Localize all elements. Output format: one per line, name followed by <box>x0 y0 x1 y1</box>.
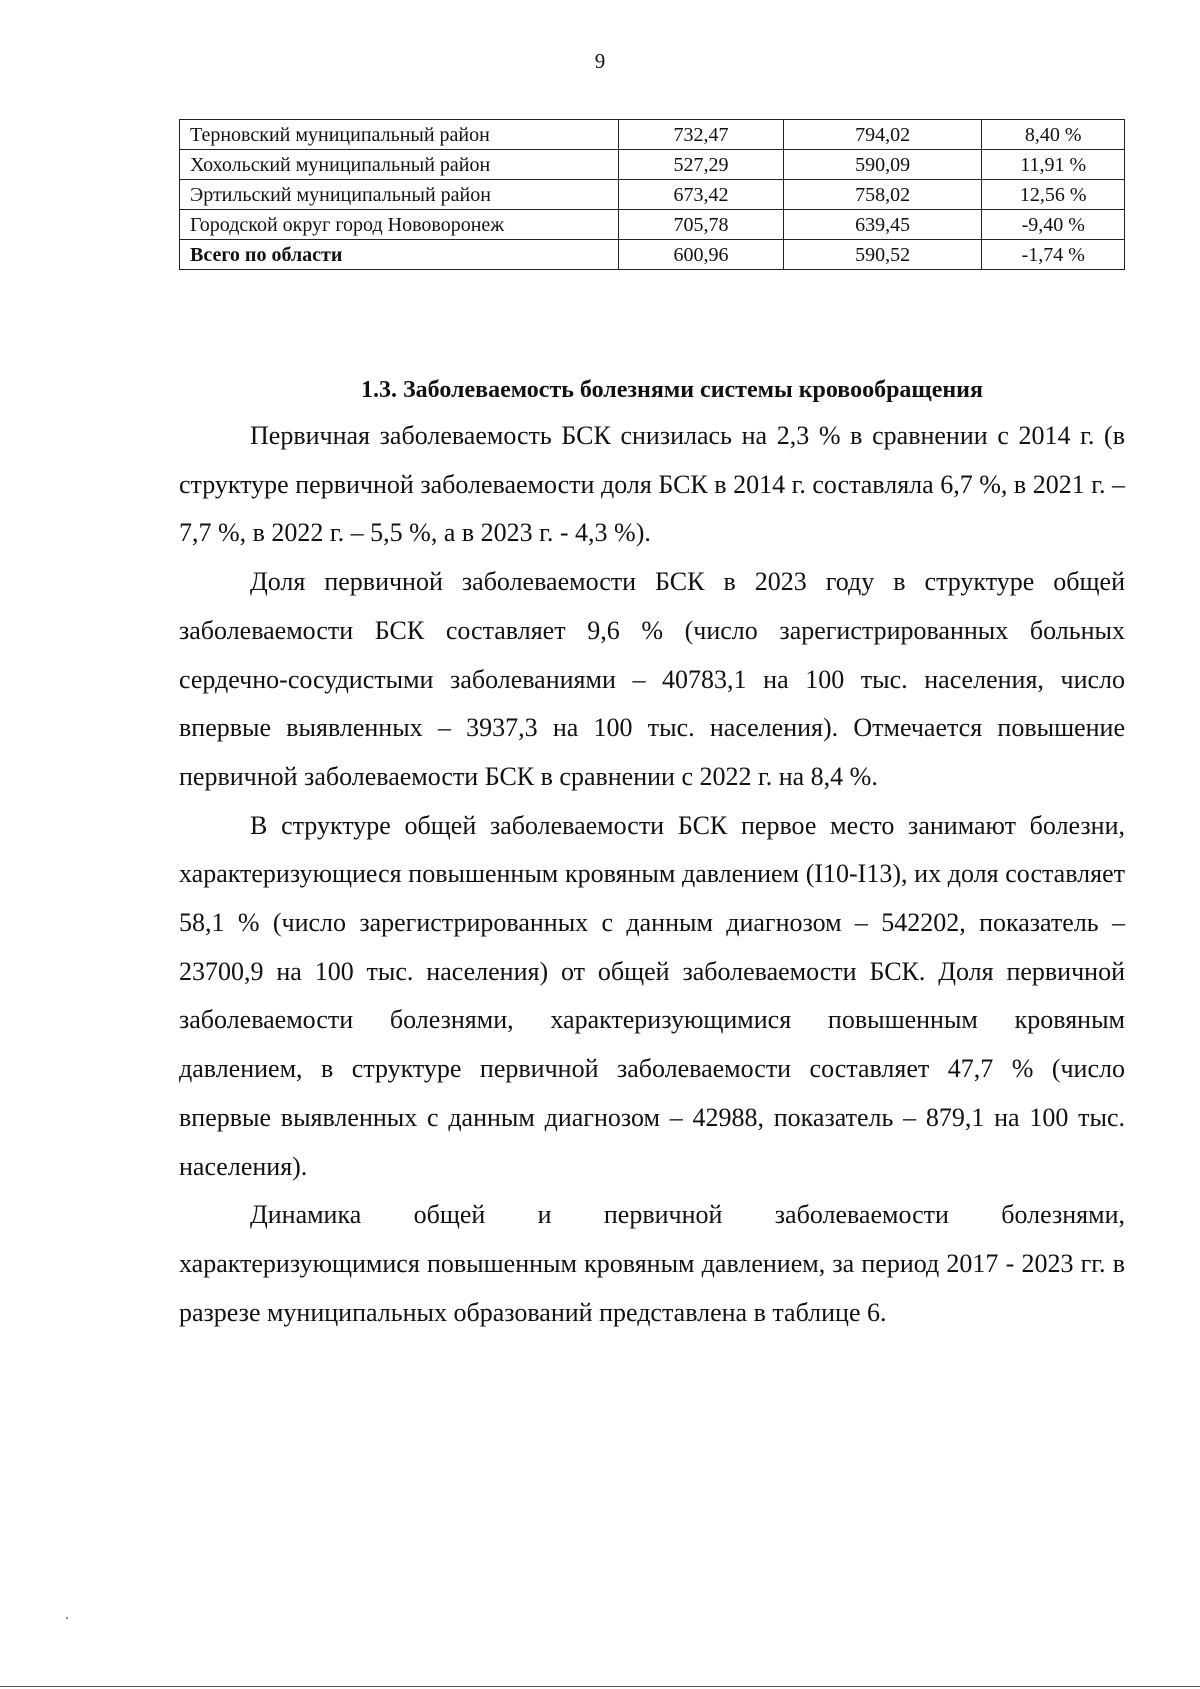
section-circulatory-diseases <box>179 372 1125 1337</box>
table-cell-name: Городской округ город Нововоронеж <box>180 210 619 240</box>
table-cell-value: 673,42 <box>619 180 784 210</box>
table-cell-name: Терновский муниципальный район <box>180 120 619 150</box>
paragraph: В структуре общей заболеваемости БСК первое место занимают болезни, характеризующиеся повышенным кровяным давлением (I10-I13), их доля составляет 58,1 % (число зарегистрированных с данным диагнозом – 542202, показатель – 23700,9 на 100 тыс. населения) от общей заболеваемости БСК. Доля первичной заболеваемости болезнями, характеризующимися повышенным кровяным давлением, в структуре первичной заболеваемости составляет 47,7 % (число впервые выявленных с данным диагнозом – 42988, показатель – 879,1 на 100 тыс. населения). <box>179 810 1125 1181</box>
table-cell-percent: 12,56 % <box>982 180 1125 210</box>
scan-mark <box>66 1617 68 1619</box>
table-cell-percent: -9,40 % <box>982 210 1125 240</box>
table-cell-percent: 8,40 % <box>982 120 1125 150</box>
table-cell-name: Хохольский муниципальный район <box>180 150 619 180</box>
table-cell-percent: -1,74 % <box>982 240 1125 270</box>
paragraph: Доля первичной заболеваемости БСК в 2023 году в структуре общей заболеваемости БСК составляет 9,6 % (число зарегистрированных больных сердечно-сосудистыми заболеваниями – 40783,1 на 100 тыс. населения, число впервые выявленных – 3937,3 на 100 тыс. населения). Отмечается повышение первичной заболеваемости БСК в сравнении с 2022 г. на 8,4 %. <box>179 567 1125 791</box>
table-cell-value: 527,29 <box>619 150 784 180</box>
table-cell-value: 600,96 <box>619 240 784 270</box>
table-cell-value: 590,52 <box>783 240 982 270</box>
table-cell-value: 794,02 <box>783 120 982 150</box>
table-row <box>180 150 1125 180</box>
table-cell-value: 732,47 <box>619 120 784 150</box>
table-cell-value: 639,45 <box>783 210 982 240</box>
table-cell-value: 590,09 <box>783 150 982 180</box>
paragraph: Первичная заболеваемость БСК снизилась на 2,3 % в сравнении с 2014 г. (в структуре первичной заболеваемости доля БСК в 2014 г. составляла 6,7 %, в 2021 г. – 7,7 %, в 2022 г. – 5,5 %, а в 2023 г. - 4,3 %). <box>179 421 1125 548</box>
table-cell-percent: 11,91 % <box>982 150 1125 180</box>
table-cell-name: Эртильский муниципальный район <box>180 180 619 210</box>
table-row <box>180 210 1125 240</box>
table-row <box>180 180 1125 210</box>
morbidity-table <box>179 119 1125 270</box>
table-row <box>180 120 1125 150</box>
page-bottom-rule <box>0 1686 1200 1687</box>
table-cell-name: Всего по области <box>180 240 619 270</box>
table-total-row <box>180 240 1125 270</box>
section-heading: 1.3. Заболеваемость болезнями системы кровообращения <box>361 377 983 403</box>
table-cell-value: 758,02 <box>783 180 982 210</box>
page-number: 9 <box>594 49 606 73</box>
paragraph: Динамика общей и первичной заболеваемости болезнями, характеризующимися повышенным кровяным давлением, за период 2017 - 2023 гг. в разрезе муниципальных образований представлена в таблице 6. <box>179 1200 1125 1327</box>
table-cell-value: 705,78 <box>619 210 784 240</box>
